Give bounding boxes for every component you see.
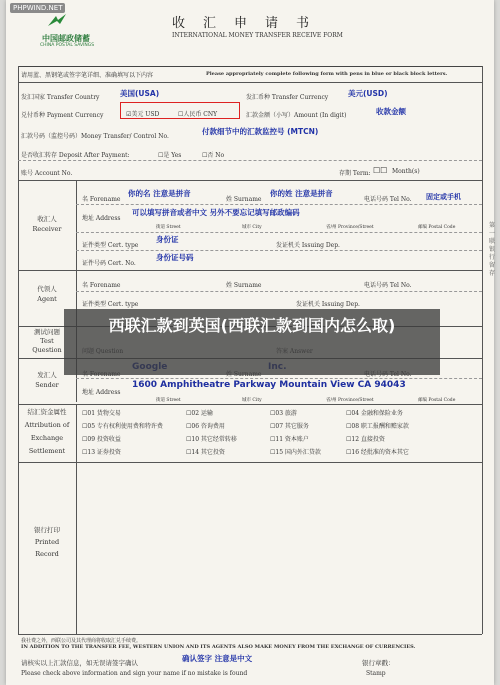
attribution-option[interactable]: ☐01 货物交易 [82,410,121,417]
attribution-option[interactable]: ☐06 咨询费用 [186,423,225,430]
deposit-no-option[interactable]: ☐否 No [202,152,225,159]
receiver-surname-value[interactable]: 你的姓 注意是拼音 [270,189,333,198]
watermark: PHPWIND.NET [10,3,65,13]
attribution-option[interactable]: ☐02 运输 [186,410,213,417]
form-sheet [6,0,494,685]
caption-overlay-text: 西联汇款到英国(西联汇款到国内怎么取) [108,316,396,335]
attribution-option[interactable]: ☐15 国内外汇贷款 [270,449,321,456]
receiver-surname-label: 姓 Surname [226,196,262,203]
stamp-en: Stamp [366,670,386,677]
attribution-option[interactable]: ☐08 职工报酬和赡家款 [346,423,409,430]
checkbox-checked-icon: ☑ [126,111,132,118]
checkbox-icon: ☐ [178,111,184,118]
attribution-option[interactable]: ☐16 经批准的资本其它 [346,449,409,456]
attribution-option[interactable]: ☐05 专有权利使用费和特许费 [82,423,163,430]
test-question-section-label: 测试问题 Test Question [32,328,62,354]
receiver-cert-no-label: 证件号码 Cert. No. [82,260,136,267]
frame-right [482,66,483,634]
receiver-cert-no-value[interactable]: 身份证号码 [156,253,194,262]
term-boxes[interactable]: ☐☐ [373,166,388,175]
sender-address-label: 地址 Address [82,389,121,396]
attribution-option[interactable]: ☐10 其它经常转移 [186,436,237,443]
instruction-cn: 请用蓝、黑钢笔或签字笔详细、准确填写以下内容 [21,72,154,79]
footer-note-cn: 我社费之外，西联公司及其代理商将收取汇兑手续费。 [21,638,142,644]
form-title-en: INTERNATIONAL MONEY TRANSFER RECEIVE FORM [172,32,343,39]
receiver-cert-type-label: 证件类型 Cert. type [82,242,139,249]
stamp-cn: 银行章戳： [362,659,395,667]
attribution-option[interactable]: ☐14 其它投资 [186,449,225,456]
term-label: 存期 Term: [339,170,371,177]
transfer-country-label: 发汇国家 Transfer Country [21,94,100,101]
agent-forename-label: 名 Forename [82,282,121,289]
checkbox-icon: ☐ [202,152,208,159]
divider [76,204,482,205]
transfer-currency-value[interactable]: 美元(USD) [348,89,388,98]
divider [18,404,482,405]
receiver-address-value[interactable]: 可以填写拼音或者中文 另外不要忘记填写邮政编码 [132,208,300,217]
divider [76,291,482,292]
attribution-option[interactable]: ☐09 投资收益 [82,436,121,443]
cny-option[interactable]: ☐人民币 CNY [178,111,218,118]
postal-logo-icon [46,12,68,30]
sender-postal-label: 邮编 Postal Code [418,398,456,403]
receiver-tel-value[interactable]: 固定或手机 [426,193,461,201]
attribution-option[interactable]: ☐04 金融和保险业务 [346,410,403,417]
sender-section-label: 发汇人 Sender [35,371,59,389]
agent-section-label: 代领人 Agent [37,285,57,303]
printed-record-section-label: 银行打印 Printed Record [34,526,60,558]
sender-address-value[interactable]: 1600 Amphitheatre Parkway Mountain View CA 94043 [132,380,406,390]
divider [76,250,482,251]
agent-surname-label: 姓 Surname [226,282,262,289]
attribution-option[interactable]: ☐07 其它服务 [270,423,309,430]
receiver-section-label: 收汇人 Receiver [32,215,62,233]
receiver-cert-type-value[interactable]: 身份证 [156,235,179,244]
transfer-country-value[interactable]: 美国(USA) [120,89,160,98]
instruction-en: Please appropriately complete following form with pens in blue or black block letters. [206,71,448,77]
divider [76,378,482,379]
transfer-currency-label: 发汇币种 Transfer Currency [246,94,329,101]
form-title-cn: 收汇申请书 [172,16,328,31]
receiver-postal-label: 邮编 Postal Code [418,225,456,230]
account-no-label: 账号 Account No. [21,170,73,177]
attribution-option[interactable]: ☐12 直接投资 [346,436,385,443]
divider [76,232,482,233]
sender-province-label: 省/州 Province/Street [326,398,374,403]
control-no-value[interactable]: 付款细节中的汇款监控号 (MTCN) [202,127,319,136]
frame-top [18,66,482,67]
term-month: Month(s) [392,168,420,175]
receiver-address-label: 地址 Address [82,215,121,222]
side-copy-label: 第 一 联 银 行 留 存 [488,222,495,277]
attribution-section-label: 结汇资金属性 Attribution of Exchange Settlement [24,408,70,455]
divider [18,160,482,161]
attribution-option[interactable]: ☐13 证券投资 [82,449,121,456]
agent-cert-type-label: 证件类型 Cert. type [82,301,139,308]
deposit-yes-option[interactable]: ☐是 Yes [158,152,182,159]
divider [18,462,482,463]
sender-street-label: 街道 Street [156,398,181,403]
receiver-street-label: 街道 Street [156,225,181,230]
logo-cn: 中国邮政储蓄 [42,34,90,43]
amount-label: 汇款金额（小写）Amount (In digit) [246,112,347,119]
checkbox-icon: ☐ [158,152,164,159]
receiver-province-label: 省/州 Province/Street [326,225,374,230]
receiver-tel-label: 电话号码 Tel No. [364,196,412,203]
control-no-label: 汇款号码（监控号码）Money Transfer/ Control No. [21,133,169,140]
attribution-option[interactable]: ☐11 资本账户 [270,436,309,443]
frame-bottom [18,634,482,635]
footer-note-en: IN ADDITION TO THE TRANSFER FEE, WESTERN UNION AND ITS AGENTS ALSO MAKE MONEY FROM THE EXCHANGE OF CURRENCIES. [21,644,416,650]
logo-en: CHINA POSTAL SAVINGS [40,43,95,48]
sender-city-label: 城市 City [242,398,262,403]
receiver-forename-value[interactable]: 你的名 注意是拼音 [128,189,191,198]
section-column-rule [76,404,77,634]
amount-value[interactable]: 收款金额 [376,107,406,116]
receiver-issuing-label: 发证机关 Issuing Dep. [276,242,340,249]
confirm-en: Please check above information and sign your name if no mistake is found [21,670,248,677]
divider [18,180,482,181]
receiver-city-label: 城市 City [242,225,262,230]
divider [18,82,482,83]
usd-option[interactable]: ☑美元 USD [126,111,160,118]
agent-issuing-label: 发证机关 Issuing Dep. [296,301,360,308]
payment-currency-label: 兑付币种 Payment Currency [21,112,104,119]
confirm-signature[interactable]: 确认签字 注意是中文 [182,654,253,663]
divider [18,270,482,271]
agent-tel-label: 电话号码 Tel No. [364,282,412,289]
receiver-forename-label: 名 Forename [82,196,121,203]
attribution-option[interactable]: ☐03 旅游 [270,410,297,417]
frame-left [18,66,19,634]
confirm-cn: 请核实以上汇款信息，如无误请签字确认 [21,659,138,667]
deposit-after-label: 是否收汇转存 Deposit After Payment: [21,152,130,159]
